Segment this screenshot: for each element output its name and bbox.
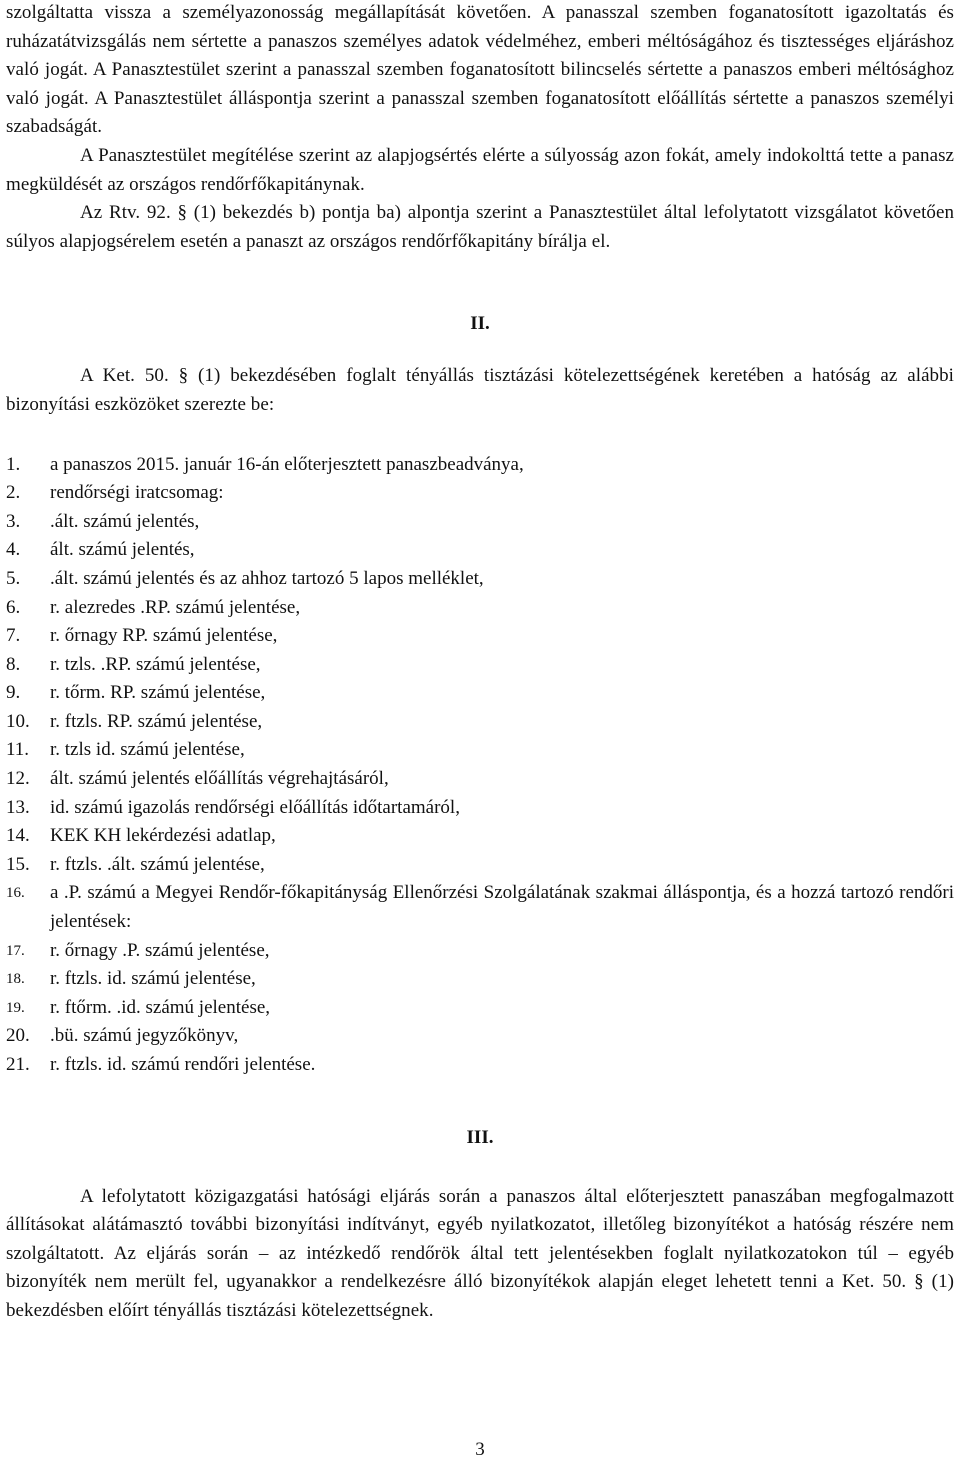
list-item-text: .ált. számú jelentés,	[50, 510, 200, 532]
list-item-number: 1.	[6, 453, 21, 475]
list-item	[6, 794, 954, 823]
paragraph-evidence-intro: A Ket. 50. § (1) bekezdésében foglalt tényállás tisztázási kötelezettségének keretében a hatóság az alábbi bizonyítási eszközöket szerezte be:	[6, 365, 954, 415]
list-item	[6, 965, 954, 994]
list-item-text: r. őrnagy RP. számú jelentése,	[50, 625, 278, 647]
list-item-number: 15.	[6, 853, 30, 875]
list-item-number: 14.	[6, 825, 30, 847]
list-item-number: 21.	[6, 1054, 30, 1075]
list-item-text: ált. számú jelentés előállítás végrehajtásáról,	[50, 768, 389, 790]
list-item-text: a panaszos 2015. január 16-án előterjesztett panaszbeadványa,	[50, 453, 524, 475]
list-item-number: 18.	[6, 971, 25, 988]
list-item-number: 6.	[6, 596, 21, 618]
list-item-number: 9.	[6, 682, 21, 704]
page-number: 3	[475, 1439, 485, 1460]
list-item-text: r. tzls id. számú jelentése,	[50, 739, 245, 761]
list-item-number: 2.	[6, 482, 21, 504]
list-item-text: id. számú igazolás rendőrségi előállítás időtartamáról,	[50, 796, 460, 818]
list-item-text: a .P. számú a Megyei Rendőr-főkapitányság Ellenőrzési Szolgálatának szakmai álláspontja, és a hozzá tartozó rendőri jelentések:	[50, 882, 954, 933]
list-item-text: r. ftzls. .ált. számú jelentése,	[50, 853, 265, 875]
list-item-text: .bü. számú jegyzőkönyv,	[50, 1025, 239, 1047]
list-item	[6, 479, 954, 508]
list-item-text: r. ftőrm. .id. számú jelentése,	[50, 996, 271, 1018]
list-item-number: 11.	[6, 739, 30, 761]
list-item	[6, 765, 954, 794]
list-item-number: 17.	[6, 942, 25, 959]
list-item	[6, 594, 954, 623]
list-item-number: 20.	[6, 1025, 30, 1047]
list-item	[6, 879, 954, 936]
list-item-text: r. tőrm. RP. számú jelentése,	[50, 682, 266, 704]
list-item-number: 16.	[6, 885, 25, 902]
paragraph-findings: szolgáltatta vissza a személyazonosság megállapítását követően. A panasszal szemben foganatosított igazoltatás és ruházatátvizsgálás nem sértette a panaszos személyes adatok védelméhez, emberi méltóságához és tisztességes eljáráshoz való jogát. A Panasztestület szerint a panasszal szemben foganatosított bilincselés sértette a panaszos emberi méltósághoz való jogát. A Panasztestület álláspontja szerint a panasszal szemben foganatosított előállítás sértette a panaszos személyi szabadságát.	[6, 2, 954, 138]
list-item-text: KEK KH lekérdezési adatlap,	[50, 825, 276, 847]
list-item	[6, 508, 954, 537]
section-heading-3: III.	[466, 1126, 494, 1148]
paragraph-conclusion: A lefolytatott közigazgatási hatósági eljárás során a panaszos által előterjesztett panaszában megfogalmazott állításokat alátámasztó további bizonyítási indítványt, egyéb nyilatkozatot, illetőleg bizonyítékot a hatóság részére nem szolgáltatott. Az eljárás során – az intézkedő rendőrök által tett jelentésekben foglalt nyilatkozatokon túl – egyéb bizonyíték nem merült fel, ugyanakkor a rendelkezésre álló bizonyítékok alapján eleget lehetett tenni a Ket. 50. § (1) bekezdésben előírt tényállás tisztázási kötelezettségnek.	[6, 1185, 954, 1321]
list-item	[6, 994, 954, 1023]
list-item-number: 10.	[6, 710, 30, 732]
list-item	[6, 822, 954, 851]
list-item	[6, 851, 954, 880]
list-item	[6, 565, 954, 594]
evidence-list	[6, 451, 954, 1080]
list-item	[6, 451, 954, 480]
list-item-text: r. tzls. .RP. számú jelentése,	[50, 653, 261, 675]
list-item	[6, 736, 954, 765]
list-item-text: r. őrnagy .P. számú jelentése,	[50, 939, 270, 961]
paragraph-severity: A Panasztestület megítélése szerint az alapjogsértés elérte a súlyosság azon fokát, amely indokolttá tette a panasz megküldését az országos rendőrfőkapitánynak.	[6, 144, 954, 195]
list-item	[6, 1022, 954, 1051]
list-item-number: 19.	[6, 999, 25, 1016]
list-item-number: 12.	[6, 768, 30, 790]
list-item-text: r. ftzls. id. számú jelentése,	[50, 968, 256, 990]
list-item-text: ált. számú jelentés,	[50, 539, 195, 561]
list-item-number: 4.	[6, 539, 21, 561]
list-item-text: .ált. számú jelentés és az ahhoz tartozó 5 lapos melléklet,	[50, 567, 484, 589]
list-item	[6, 651, 954, 680]
list-item	[6, 622, 954, 651]
list-item-number: 8.	[6, 653, 21, 675]
list-item-number: 5.	[6, 567, 21, 589]
list-item-text: rendőrségi iratcsomag:	[50, 482, 224, 504]
paragraph-rtv: Az Rtv. 92. § (1) bekezdés b) pontja ba) alpontja szerint a Panasztestület által lefolytatott vizsgálatot követően súlyos alapjogsérelem esetén a panaszt az országos rendőrfőkapitány bírálja el.	[6, 202, 954, 252]
list-item-text: r. ftzls. id. számú rendőri jelentése.	[50, 1054, 316, 1075]
list-item	[6, 937, 954, 966]
list-item	[6, 679, 954, 708]
list-item-number: 13.	[6, 796, 30, 818]
list-item	[6, 1051, 954, 1080]
list-item-number: 7.	[6, 625, 21, 647]
list-item-text: r. ftzls. RP. számú jelentése,	[50, 710, 263, 732]
list-item	[6, 708, 954, 737]
list-item-number: 3.	[6, 510, 21, 532]
section-heading-2: II.	[470, 313, 490, 335]
list-item	[6, 536, 954, 565]
document-page	[6, 0, 954, 1326]
list-item-text: r. alezredes .RP. számú jelentése,	[50, 596, 301, 618]
